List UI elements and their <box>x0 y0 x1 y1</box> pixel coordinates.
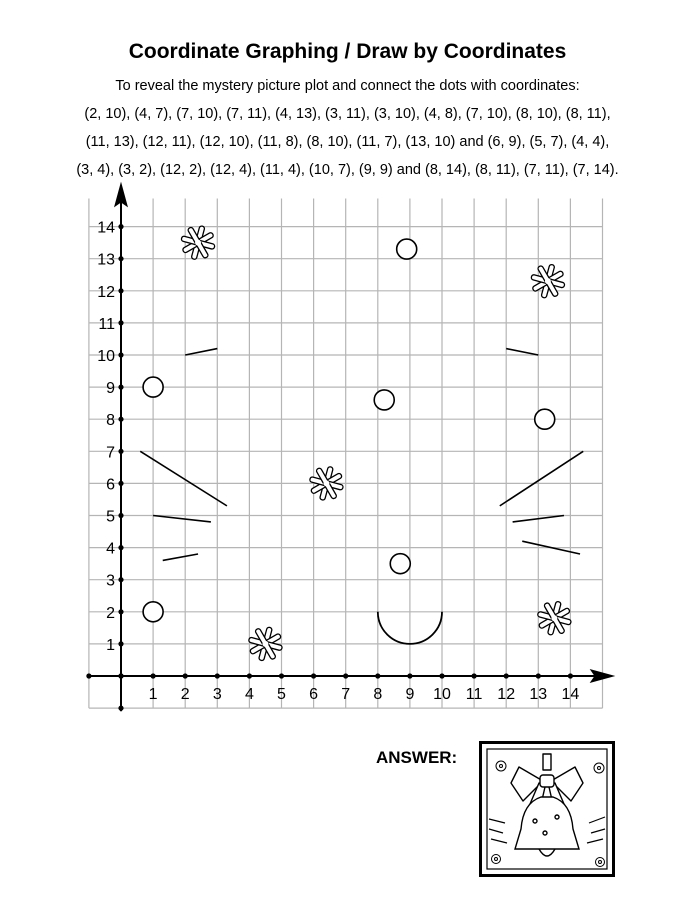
tick-dot <box>504 673 509 678</box>
tick-dot <box>183 673 188 678</box>
tick-dot <box>375 673 380 678</box>
y-tick-label: 10 <box>97 348 115 365</box>
y-tick-label: 2 <box>106 604 115 622</box>
tick-dot <box>311 673 316 678</box>
answer-label: ANSWER: <box>376 748 458 767</box>
tick-dot <box>118 256 123 261</box>
y-tick-label: 5 <box>106 508 115 526</box>
x-tick-label: 8 <box>373 686 383 703</box>
tick-dot <box>118 481 123 486</box>
tick-dot <box>472 673 477 678</box>
y-tick-label: 7 <box>106 444 115 462</box>
y-tick-label: 13 <box>97 251 115 269</box>
circle-decoration <box>374 390 394 410</box>
tick-dot <box>118 577 123 582</box>
tick-dot <box>118 385 123 390</box>
x-tick-label: 13 <box>529 686 548 703</box>
tick-dot <box>118 513 123 518</box>
y-tick-label: 9 <box>106 380 115 398</box>
y-tick-label: 1 <box>106 636 115 654</box>
circle-decoration <box>143 377 163 397</box>
tick-dot <box>407 673 412 678</box>
tick-dot <box>439 673 444 678</box>
instruction-line: To reveal the mystery picture plot and connect the dots with coordinates: <box>115 78 580 94</box>
instruction-line: (3, 4), (3, 2), (12, 2), (12, 4), (11, 4), (10, 7), (9, 9) and (8, 14), (8, 11), (7, 11), (7, 14). <box>76 162 619 178</box>
tick-dot <box>118 352 123 357</box>
tick-dot <box>86 673 91 678</box>
tick-dot <box>118 673 123 678</box>
x-tick-label: 9 <box>405 686 415 703</box>
y-tick-label: 3 <box>106 572 115 590</box>
tick-dot <box>151 673 156 678</box>
x-tick-label: 6 <box>309 686 319 703</box>
y-tick-label: 6 <box>106 476 115 494</box>
x-tick-label: 10 <box>433 686 451 703</box>
snowflake-icon <box>527 260 569 302</box>
circle-decoration <box>535 409 555 429</box>
instruction-line: (11, 13), (12, 11), (12, 10), (11, 8), (8, 10), (11, 7), (13, 10) and (6, 9), (5, 7), (4, 4), <box>85 134 610 150</box>
y-tick-label: 14 <box>97 219 115 237</box>
x-tick-label: 3 <box>212 686 222 703</box>
tick-dot <box>118 706 123 711</box>
tick-dot <box>118 449 123 454</box>
line-segment <box>163 554 198 560</box>
x-tick-label: 1 <box>148 686 158 703</box>
tick-dot <box>118 609 123 614</box>
instruction-line: (2, 10), (4, 7), (7, 10), (7, 11), (4, 13), (3, 11), (3, 10), (4, 8), (7, 10), (8, 10), (8, 11), <box>84 106 611 122</box>
x-tick-label: 11 <box>465 686 483 703</box>
tick-dot <box>118 224 123 229</box>
line-segment <box>506 349 538 355</box>
tick-dot <box>215 673 220 678</box>
circle-decoration <box>397 239 417 259</box>
snowflake-icon <box>534 597 576 639</box>
x-tick-label: 7 <box>341 686 351 703</box>
tick-dot <box>343 673 348 678</box>
x-tick-label: 2 <box>180 686 190 703</box>
tick-dot <box>118 545 123 550</box>
x-tick-label: 5 <box>277 686 286 703</box>
tick-dot <box>118 288 123 293</box>
y-tick-label: 4 <box>106 540 115 558</box>
x-tick-label: 12 <box>497 686 516 703</box>
page-title: Coordinate Graphing / Draw by Coordinates <box>128 40 567 63</box>
tick-dot <box>536 673 541 678</box>
tick-dot <box>118 641 123 646</box>
line-segment <box>153 516 211 522</box>
tick-dot <box>118 417 123 422</box>
x-tick-label: 14 <box>561 686 580 703</box>
tick-dot <box>279 673 284 678</box>
tick-dot <box>118 320 123 325</box>
y-tick-label: 8 <box>106 412 115 430</box>
answer-picture <box>479 741 615 877</box>
x-tick-label: 4 <box>244 686 254 703</box>
circle-decoration <box>143 602 163 622</box>
snowflake-icon <box>177 222 219 264</box>
tick-dot <box>247 673 252 678</box>
line-segment <box>185 349 217 355</box>
tick-dot <box>568 673 573 678</box>
y-tick-label: 11 <box>98 315 115 333</box>
y-tick-label: 12 <box>97 283 115 301</box>
circle-decoration <box>390 554 410 574</box>
